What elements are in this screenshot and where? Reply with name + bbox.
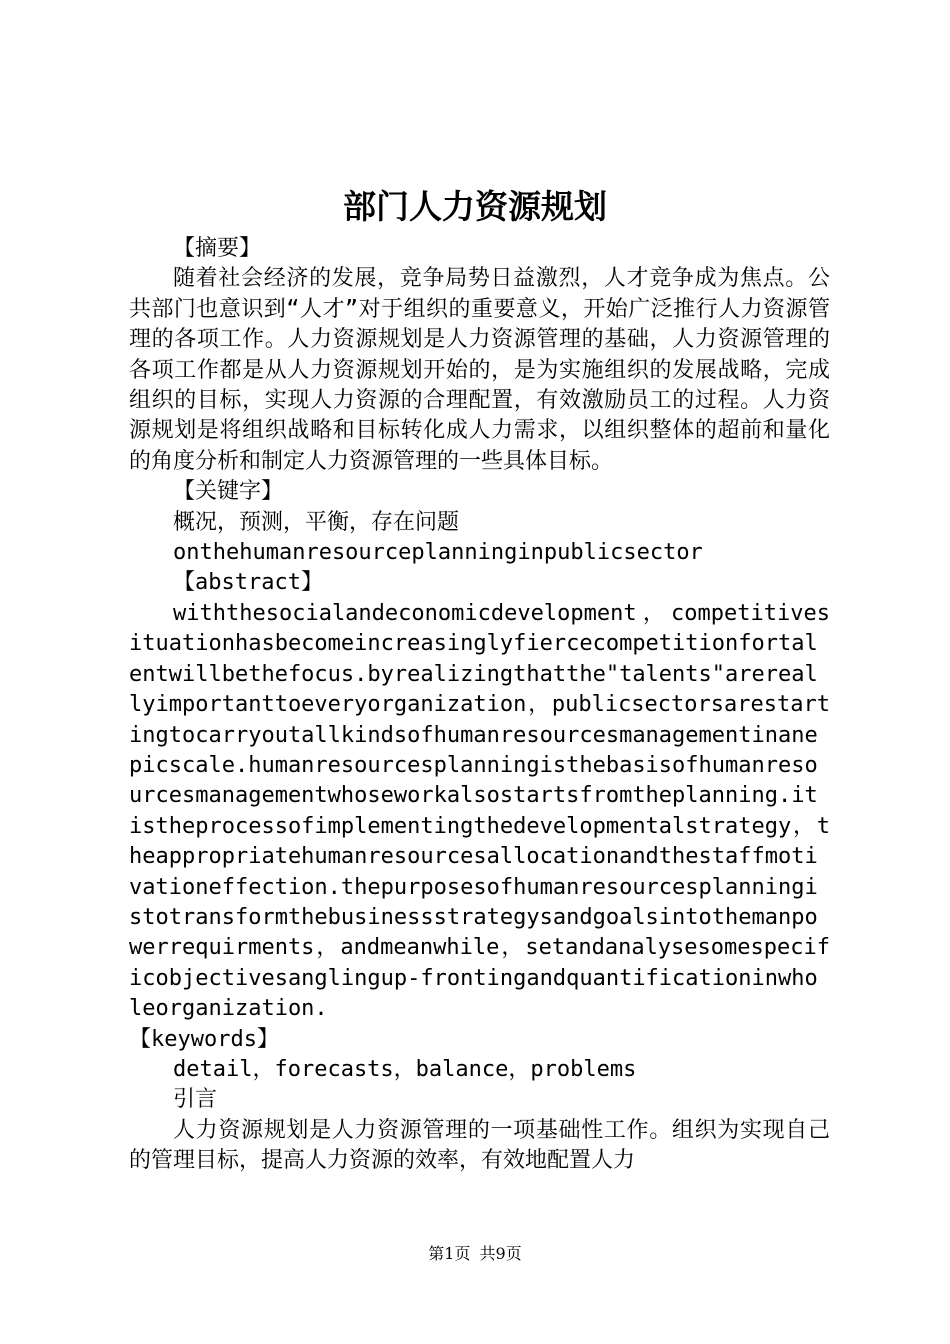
abstract-heading: 【摘要】 <box>173 236 262 261</box>
document-body <box>129 234 830 1177</box>
page-number: 第1页 <box>428 1244 471 1263</box>
english-title: onthehumanresourceplanninginpublicsector <box>173 540 703 566</box>
abstract-paragraph: 随着社会经济的发展，竞争局势日益激烈，人才竞争成为焦点。公共部门也意识到“人才”对于组织的重要意义，开始广泛推行人力资源管理的各项工作。人力资源规划是人力资源管理的基础，人力资源管理的各项工作都是从人力资源规划开始的，是为实施组织的发展战略，完成组织的目标，实现人力资源的合理配置，有效激励员工的过程。人力资源规划是将组织战略和目标转化成人力需求，以组织整体的超前和量化的角度分析和制定人力资源管理的一些具体目标。 <box>129 266 830 474</box>
keywords-paragraph: 概况，预测，平衡，存在问题 <box>173 509 460 535</box>
intro-heading: 引言 <box>173 1087 218 1113</box>
english-abstract-paragraph: withthesocialandeconomicdevelopment，competitivesituationhasbecomeincreasinglyfiercecompetitionfortalentwillbethefocus.byrealizingthatthe"talents"arereallyimportanttoeveryorganization，publicsectorsarestartingtocarryoutallkindsofhumanresourcesmanagementinanepicscale.humanresourcesplanningisthebasisofhumanresourcesmanagementwhoseworkalsostartsfromtheplanning.itistheprocessofimplementingthedevelopmentalstrategy，theappropriatehumanresourcesallocationandthestaffmotivationeffection.thepurposesofhumanresourcesplanningistotransformthebusinessstrategysandgoalsintothemanpowerrequirments，andmeanwhile，setandanalysesomespecificobjectivesanglingup-frontingandquantificationinwholeorganization. <box>129 600 830 1022</box>
intro-paragraph: 人力资源规划是人力资源管理的一项基础性工作。组织为实现自己的管理目标，提高人力资源的效率，有效地配置人力 <box>129 1117 830 1174</box>
page-footer <box>0 1243 950 1265</box>
english-abstract-heading: 【abstract】 <box>173 570 323 596</box>
document-title: 部门人力资源规划 <box>343 187 607 226</box>
english-keywords-paragraph: detail，forecasts，balance，problems <box>173 1056 637 1082</box>
keywords-heading: 【关键字】 <box>173 479 284 505</box>
page-total: 共9页 <box>479 1244 522 1263</box>
english-keywords-heading: 【keywords】 <box>129 1026 279 1052</box>
